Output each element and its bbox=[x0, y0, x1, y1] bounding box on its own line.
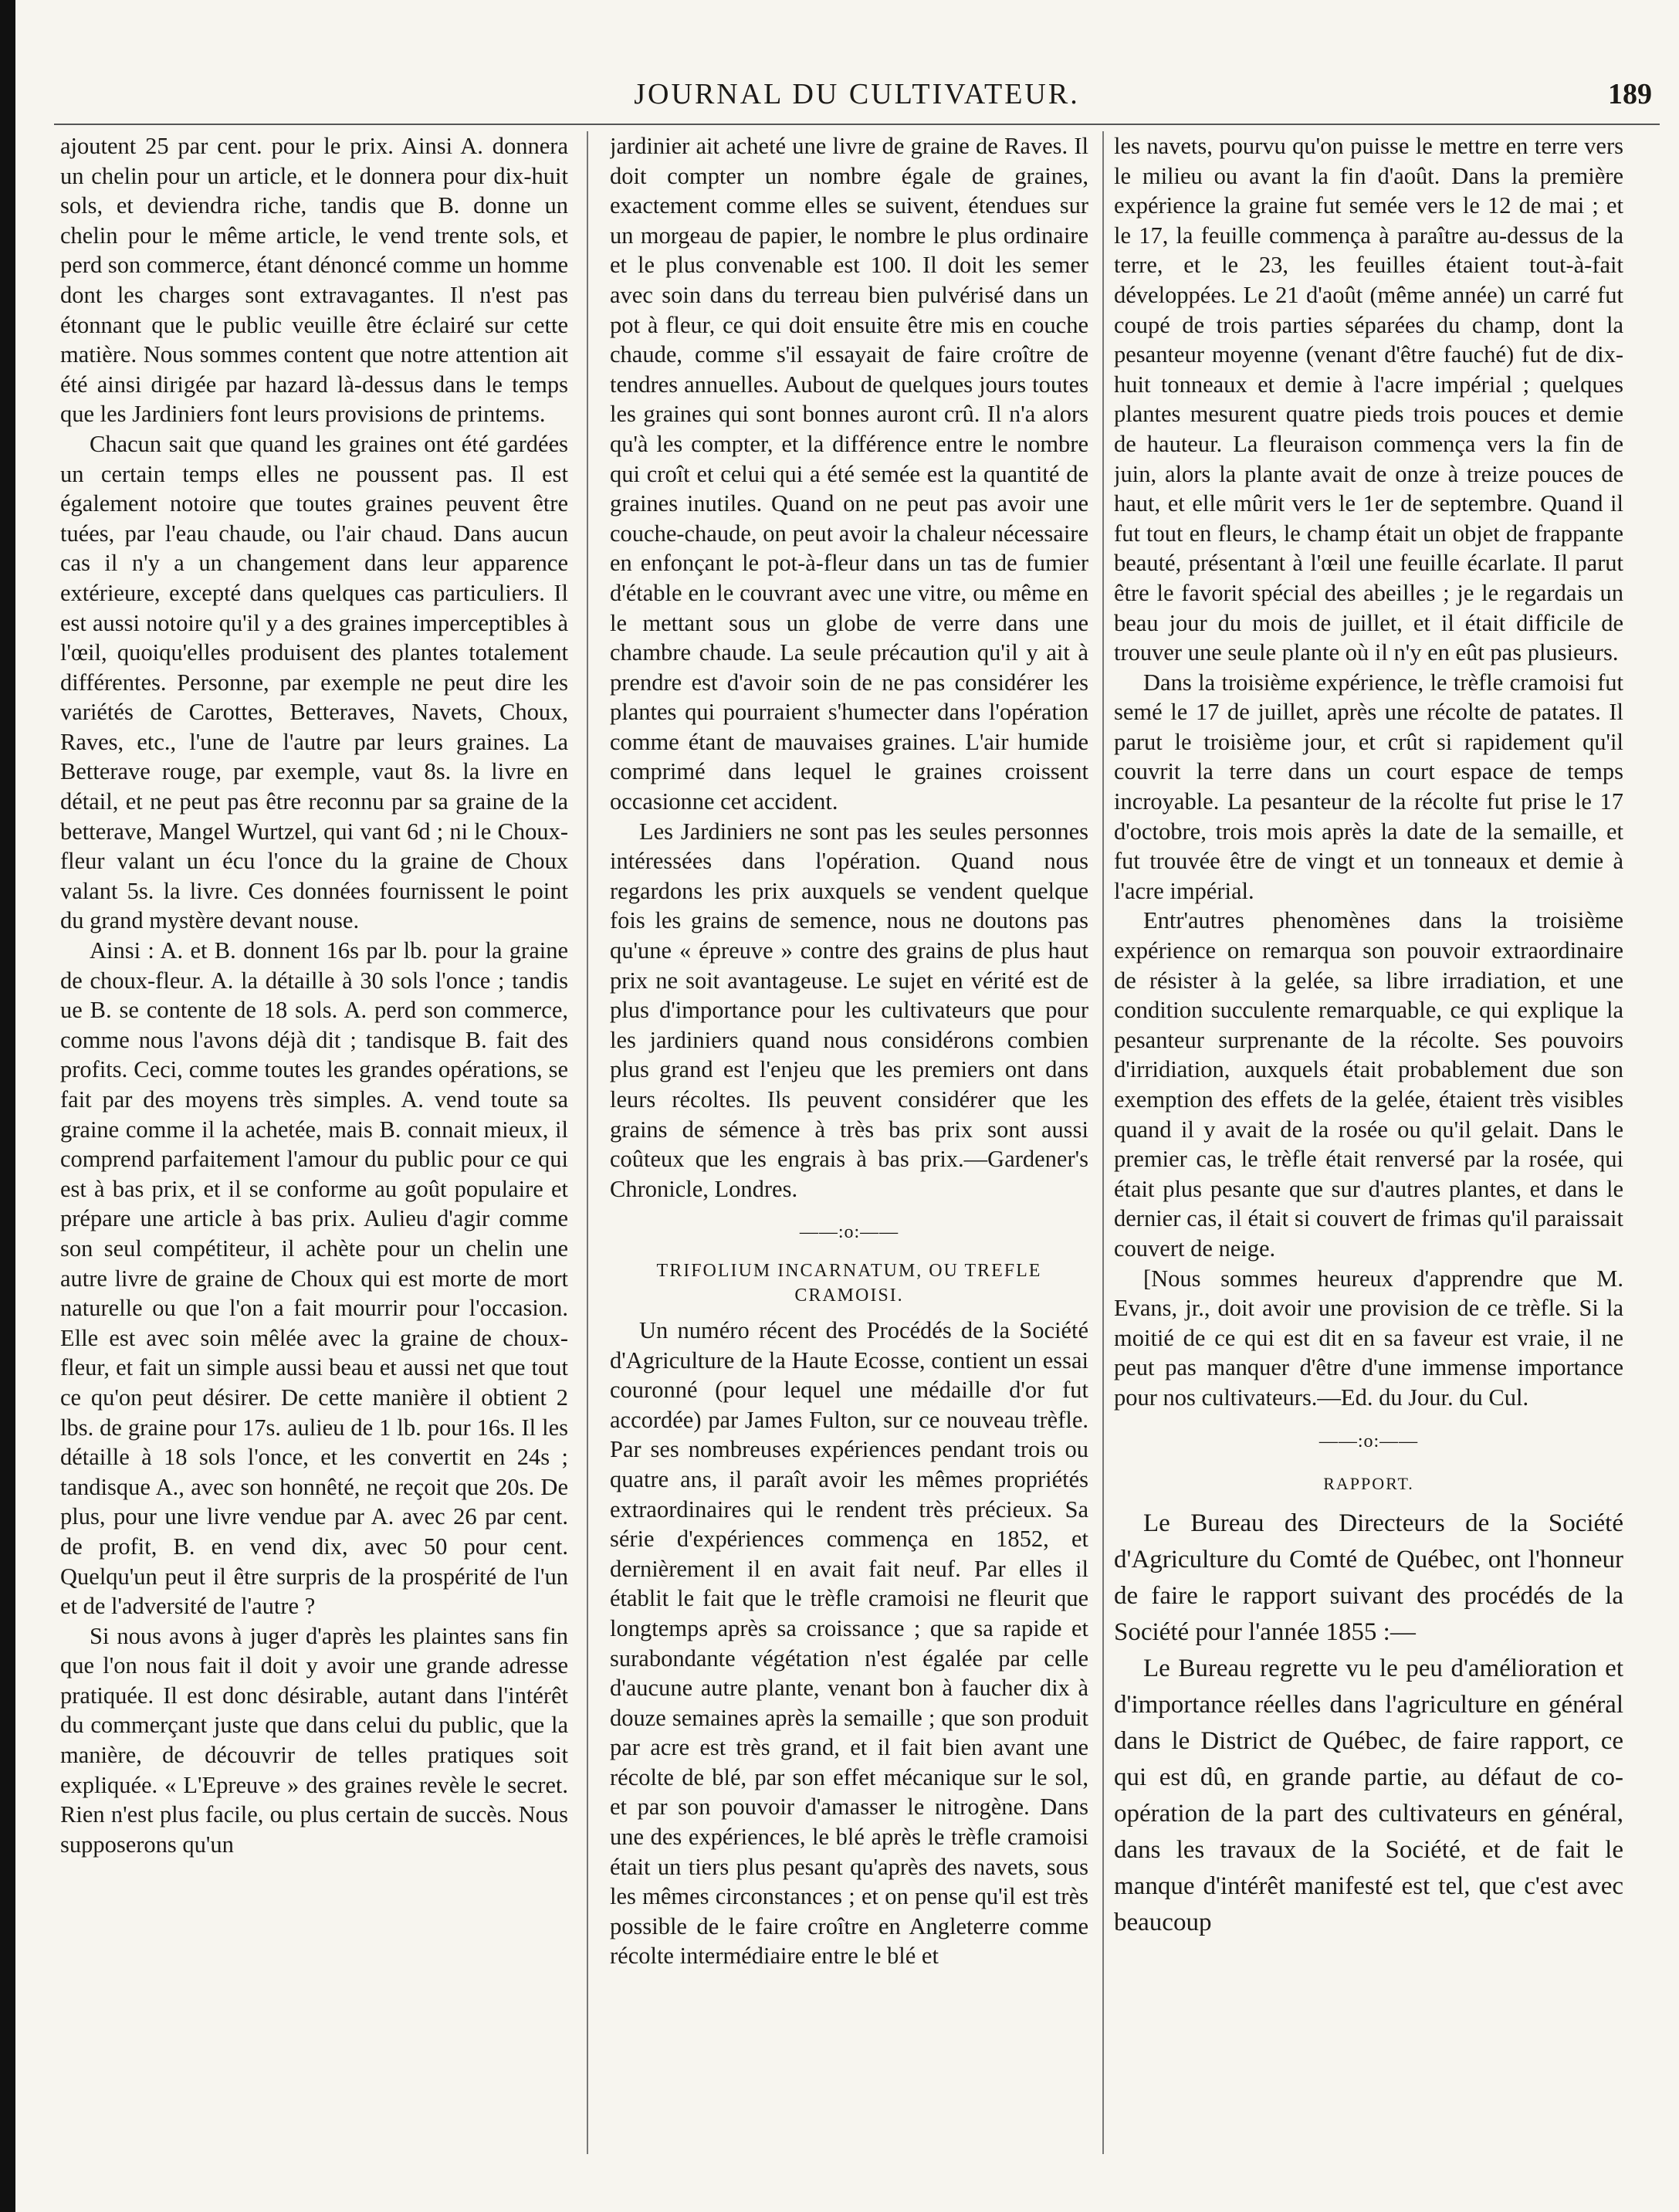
column-middle bbox=[610, 131, 1088, 2154]
header-rule bbox=[54, 124, 1660, 125]
article-heading: RAPPORT. bbox=[1323, 1474, 1414, 1494]
paragraph: les navets, pourvu qu'on puisse le mettre en terre vers le milieu ou avant la fin d'août. Dans la première expérience la graine fut semée vers le 12 de mai ; et le 17, la feuille commença à paraître au-dessus de la terre, et le 23, les feuilles étaient tout-à-fait développées. Le 21 d'août (même année) un carré fut coupé de trois parties séparées du champ, dont la pesanteur moyenne (venant d'être fauché) fut de dix-huit tonneaux et demie à l'acre impérial ; quelques plantes mesurent quatre pieds trois pouces et demie de hauteur. La fleuraison commença vers la fin de juin, alors la plante avait de onze à treize pouces de haut, et elle mûrit vers le 1er de septembre. Quand il fut tout en fleurs, le champ était un objet de frappante beauté, présentant à l'œil une feuille écarlate. Il parut être le favorit spécial des abeilles ; je le regardais un beau jour du mois de juillet, et il était difficile de trouver une seule plante où il n'y en eût pas plusieurs. bbox=[1114, 133, 1623, 666]
page-number: 189 bbox=[1608, 78, 1652, 110]
section-separator: ——:o:—— bbox=[1318, 1431, 1419, 1452]
paragraph: Chacun sait que quand les graines ont été gardées un certain temps elles ne poussent pas. Il est également notoire que toutes graines peuvent être tuées, par l'eau chaude, ou l'air chaud. Dans aucun cas il n'y a un changement dans leur apparence extérieure, excepté dans quelques cas particuliers. Il est aussi notoire qu'il y a des graines imperceptibles à l'œil, quoiqu'elles produisent des plantes totalement différentes. Personne, par exemple ne peut dire les variétés de Carottes, Betteraves, Navets, Choux, Raves, etc., l'une de l'autre par leurs graines. La Betterave rouge, par exemple, vaut 8s. la livre en détail, et ne peut pas être reconnu par sa graine de la betterave, Mangel Wurtzel, qui vant 6d ; ni le Choux-fleur valant un écu l'once du la graine de Choux valant 5s. la livre. Ces données fournissent le point du grand mystère devant nouse. bbox=[60, 430, 568, 934]
editor-note: [Nous sommes heureux d'apprendre que M. Evans, jr., doit avoir une provision de ce trèfle. Si la moitié de ce qui est dit en sa faveur est vraie, il ne peut pas manquer d'être d'une immense importance pour nos cultivateurs.—Ed. du Jour. du Cul. bbox=[1114, 1265, 1623, 1411]
paragraph: Le Bureau regrette vu le peu d'amélioration et d'importance réelles dans l'agriculture en général dans le District de Québec, de faire rapport, ce qui est dû, en grande partie, au défaut de co-opération de la part des cultivateurs en général, dans les travaux de la Société, et de fait le manque d'intérêt manifesté est tel, que c'est avec beaucoup bbox=[1114, 1655, 1623, 1937]
paragraph: ajoutent 25 par cent. pour le prix. Ainsi A. donnera un chelin pour un article, et le donnera pour dix-huit sols, et deviendra riche, tandis que B. donne un chelin pour le même article, le vend trente sols, et perd son commerce, étant dénoncé comme un homme dont les charges sont extravagantes. Il n'est pas étonnant que le public veuille être éclairé sur cette matière. Nous sommes content que notre attention ait été ainsi dirigée par hazard là-dessus dans le temps que les Jardiniers font leurs provisions de printems. bbox=[60, 133, 568, 428]
paragraph: jardinier ait acheté une livre de graine de Raves. Il doit compter un nombre égale de graines, exactement comme elles se suivent, étendues sur un morgeau de papier, le nombre le plus ordinaire et le plus convenable est 100. Il doit les semer avec soin dans du terreau bien pulvérisé dans un pot à fleur, ce qui doit ensuite être mis en couche chaude, comme s'il essayait de faire croître de tendres annuelles. Aubout de quelques jours toutes les graines qui sont bonnes auront crû. Il n'a alors qu'à les compter, et la différence entre le nombre qui croît et celui qui a été semée est la quantité de graines inutiles. Quand on ne peut pas avoir une couche-chaude, on peut avoir la chaleur nécessaire en enfonçant le pot-à-fleur dans un tas de fumier d'étable en le couvrant avec une vitre, ou même en le mettant sous un globe de verre dans une chambre chaude. La seule précaution qu'il y ait à prendre est d'avoir soin de ne pas considérer les plantes qui pourraient s'humecter dans l'opération comme étant de mauvaises graines. L'air humide comprimé dans lequel le graines croissent occasionne cet accident. bbox=[610, 133, 1088, 815]
article-heading: TRIFOLIUM INCARNATUM, OU TREFLE CRAMOISI. bbox=[656, 1260, 1042, 1306]
running-title: JOURNAL DU CULTIVATEUR. bbox=[634, 78, 1080, 110]
book-binding-edge bbox=[0, 0, 15, 2212]
page-header bbox=[54, 77, 1660, 124]
paragraph: Dans la troisième expérience, le trèfle cramoisi fut semé le 17 de juillet, après une récolte de patates. Il parut le troisième jour, et crût si rapidement qu'il couvrit la terre dans un court espace de temps incroyable. La pesanteur de la récolte fut prise le 17 d'octobre, trois mois après la date de la semaille, et fut trouvée être de vingt et un tonneaux et demie à l'acre impérial. bbox=[1114, 669, 1623, 904]
paragraph: Les Jardiniers ne sont pas les seules personnes intéressées dans l'opération. Quand nous regardons les prix auxquels se vendent quelque fois les grains de semence, nous ne doutons pas qu'une « épreuve » contre des grains de plus haut prix ne soit avantageuse. Le sujet en vérité est de plus d'importance pour les cultivateurs que pour les jardiniers quand nous considérons combien plus grand est l'enjeu que les premiers ont dans leurs récoltes. Ils peuvent considérer que les grains de sémence à très bas prix sont aussi coûteux que les engrais à bas prix.—Gardener's Chronicle, Londres. bbox=[610, 818, 1088, 1202]
column-left bbox=[60, 131, 568, 2154]
paragraph: Le Bureau des Directeurs de la Société d'Agriculture du Comté de Québec, ont l'honneur de faire le rapport suivant des procédés de la Société pour l'année 1855 :— bbox=[1114, 1509, 1623, 1647]
paragraph: Un numéro récent des Procédés de la Société d'Agriculture de la Haute Ecosse, contient un essai couronné (pour lequel une médaille d'or fut accordée) par James Fulton, sur ce nouveau trèfle. Par ses nombreuses expériences pendant trois ou quatre ans, il paraît avoir les mêmes propriétés extraordinaires qui le rendent très précieux. Sa série d'expériences commença en 1852, et dernièrement il en avait fait neuf. Par elles il établit le fait que le trèfle cramoisi ne fleurit que longtemps après sa croissance ; que sa rapide et surabondante végétation n'est égalée par celle d'aucune autre plante, venant bon à faucher dix à douze semaines après la semaille ; que son produit par acre est très grand, et il fait bien avant une récolte de blé, par son effet mécanique sur le sol, et par son pouvoir d'amasser le nitrogène. Dans une des expériences, le blé après le trèfle cramoisi était un tiers plus pesant qu'après des navets, sous les mêmes circonstances ; et on pense qu'il est très possible de le faire croître en Angleterre comme récolte intermédiaire entre le blé et bbox=[610, 1316, 1088, 1970]
paragraph: Ainsi : A. et B. donnent 16s par lb. pour la graine de choux-fleur. A. la détaille à 30 sols l'once ; tandis ue B. se contente de 18 sols. A. perd son commerce, comme nous l'avons déjà dit ; tandisque B. fait des profits. Ceci, comme toutes les grandes opérations, se fait par des moyens très simples. A. vend toute sa graine comme il la achetée, mais B. connait mieux, il comprend parfaitement l'amour du public pour ce qui est à bas prix, et il se conforme au goût populaire et prépare une article à bas prix. Aulieu d'agir comme son seul compétiteur, il achète pour un chelin une autre livre de graine de Choux qui est morte de mort naturelle ou que l'on a fait mourrir pour l'occasion. Elle est avec soin mêlée avec la graine de choux-fleur, et fait un simple aussi beau et aussi net que tout ce qu'on peut désirer. De cette manière il obtient 2 lbs. de graine pour 17s. aulieu de 1 lb. pour 16s. Il les détaille à 18 sols l'once, et les convertit en 24s ; tandisque A., avec son honnêté, ne reçoit que 20s. De plus, pour une livre vendue par A. avec 26 par cent. de profit, B. en vend dix, avec 50 pour cent. Quelqu'un peut il être surpris de la prospérité de l'un et de l'adversité de l'autre ? bbox=[60, 937, 568, 1620]
section-separator: ——:o:—— bbox=[799, 1222, 899, 1243]
column-divider-2 bbox=[1102, 131, 1104, 2154]
column-divider-1 bbox=[587, 131, 588, 2154]
paragraph: Si nous avons à juger d'après les plaintes sans fin que l'on nous fait il doit y avoir une grande adresse pratiquée. Il est donc désirable, autant dans l'intérêt du commerçant juste que dans celui du public, que la manière, de découvrir de telles pratiques soit expliquée. « L'Epreuve » des graines revèle le secret. Rien n'est plus facile, ou plus certain de succès. Nous supposerons qu'un bbox=[60, 1622, 568, 1858]
paragraph: Entr'autres phenomènes dans la troisième expérience on remarqua son pouvoir extraordinaire de résister à la gelée, sa libre irradiation, et une condition succulente remarquable, ce qui explique la pesanteur surprenante de la récolte. Ses pouvoirs d'irridiation, auxquels était probablement due son exemption des effets de la gelée, étaient très visibles quand il y avait de la rosée ou qu'il gelait. Dans le premier cas, le trèfle était renversé par la rosée, qui était plus pesante que sur d'autres plantes, et dans le dernier cas, il était si couvert de frimas qu'il paraissait couvert de neige. bbox=[1114, 907, 1623, 1262]
column-right bbox=[1114, 131, 1623, 2154]
